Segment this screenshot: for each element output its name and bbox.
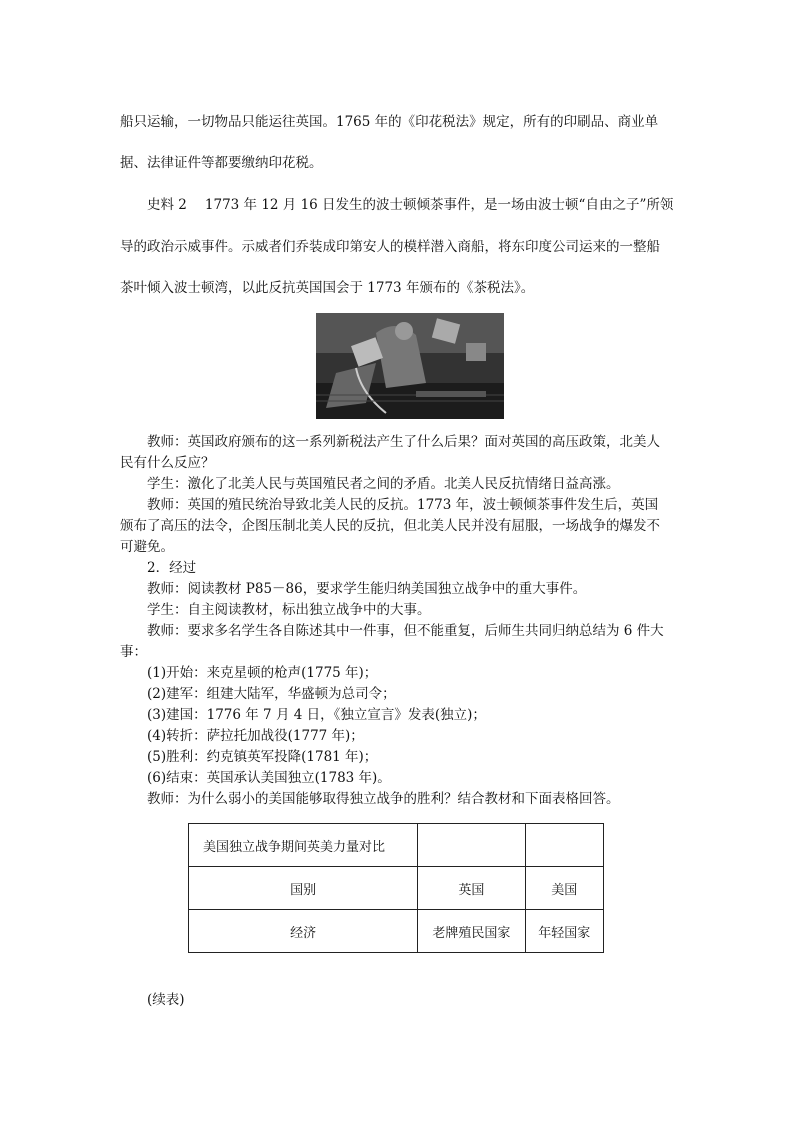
- event-item-6: (6)结束：英国承认美国独立(1783 年)。: [147, 770, 391, 786]
- table-empty-cell: [525, 824, 604, 867]
- comparison-table: [188, 823, 604, 953]
- dialogue-line-8: 教师：阅读教材 P85－86，要求学生能归纳美国独立战争中的重大事件。: [147, 581, 587, 597]
- table-row: [189, 910, 604, 953]
- table-cell: 经济: [189, 910, 418, 953]
- event-item-4: (4)转折：萨拉托加战役(1777 年)；: [147, 728, 364, 744]
- boston-tea-party-image: [316, 313, 504, 419]
- continued-note: (续表): [147, 992, 185, 1008]
- dialogue-line-6: 可避免。: [120, 539, 174, 555]
- tea-party-illustration: [316, 313, 504, 419]
- dialogue-line-11: 事：: [120, 644, 147, 660]
- table-header-cell: 美国: [525, 867, 604, 910]
- source2-line-2: 导的政治示威事件。示威者们乔装成印第安人的模样潜入商船，将东印度公司运来的一整船: [120, 239, 660, 255]
- table-header-row: [189, 867, 604, 910]
- section-heading: 2．经过: [147, 560, 197, 576]
- event-item-3: (3)建国：1776 年 7 月 4 日，《独立宣言》发表(独立)；: [147, 707, 486, 723]
- event-item-5: (5)胜利：约克镇英军投降(1781 年)；: [147, 749, 378, 765]
- source2-label: 史料 2: [147, 197, 187, 213]
- dialogue-line-10: 教师：要求多名学生各自陈述其中一件事，但不能重复，后师生共同归纳总结为 6 件大: [147, 623, 664, 639]
- dialogue-line-5: 颁布了高压的法令，企图压制北美人民的反抗，但北美人民并没有屈服，一场战争的爆发不: [120, 518, 660, 534]
- dialogue-line-1: 教师：英国政府颁布的这一系列新税法产生了什么后果？面对英国的高压政策，北美人: [147, 434, 660, 450]
- body-line-2: 据、法律证件等都要缴纳印花税。: [120, 155, 323, 171]
- event-item-1: (1)开始：来克星顿的枪声(1775 年)；: [147, 665, 378, 681]
- dialogue-line-last: 教师：为什么弱小的美国能够取得独立战争的胜利？结合教材和下面表格回答。: [147, 791, 620, 807]
- dialogue-line-4: 教师：英国的殖民统治导致北美人民的反抗。1773 年，波士顿倾茶事件发生后，英国: [147, 497, 659, 513]
- table-empty-cell: [418, 824, 525, 867]
- table-cell: 老牌殖民国家: [418, 910, 525, 953]
- table-header-cell: 国别: [189, 867, 418, 910]
- dialogue-line-2: 民有什么反应？: [120, 455, 215, 471]
- source2-line-1: [147, 193, 673, 213]
- table-title-row: [189, 824, 604, 867]
- table-cell: 年轻国家: [525, 910, 604, 953]
- body-line-1: 船只运输，一切物品只能运往英国。1765 年的《印花税法》规定，所有的印刷品、商业单: [120, 114, 659, 130]
- table-header-cell: 英国: [418, 867, 525, 910]
- table-title: 美国独立战争期间英美力量对比: [189, 824, 418, 867]
- event-item-2: (2)建军：组建大陆军，华盛顿为总司令；: [147, 686, 396, 702]
- dialogue-line-3: 学生：激化了北美人民与英国殖民者之间的矛盾。北美人民反抗情绪日益高涨。: [147, 476, 620, 492]
- source2-text-1: 1773 年 12 月 16 日发生的波士顿倾茶事件，是一场由波士顿“自由之子”所领: [204, 197, 674, 213]
- source2-line-3: 茶叶倾入波士顿湾，以此反抗英国国会于 1773 年颁布的《茶税法》。: [120, 280, 535, 296]
- dialogue-line-9: 学生：自主阅读教材，标出独立战争中的大事。: [147, 602, 431, 618]
